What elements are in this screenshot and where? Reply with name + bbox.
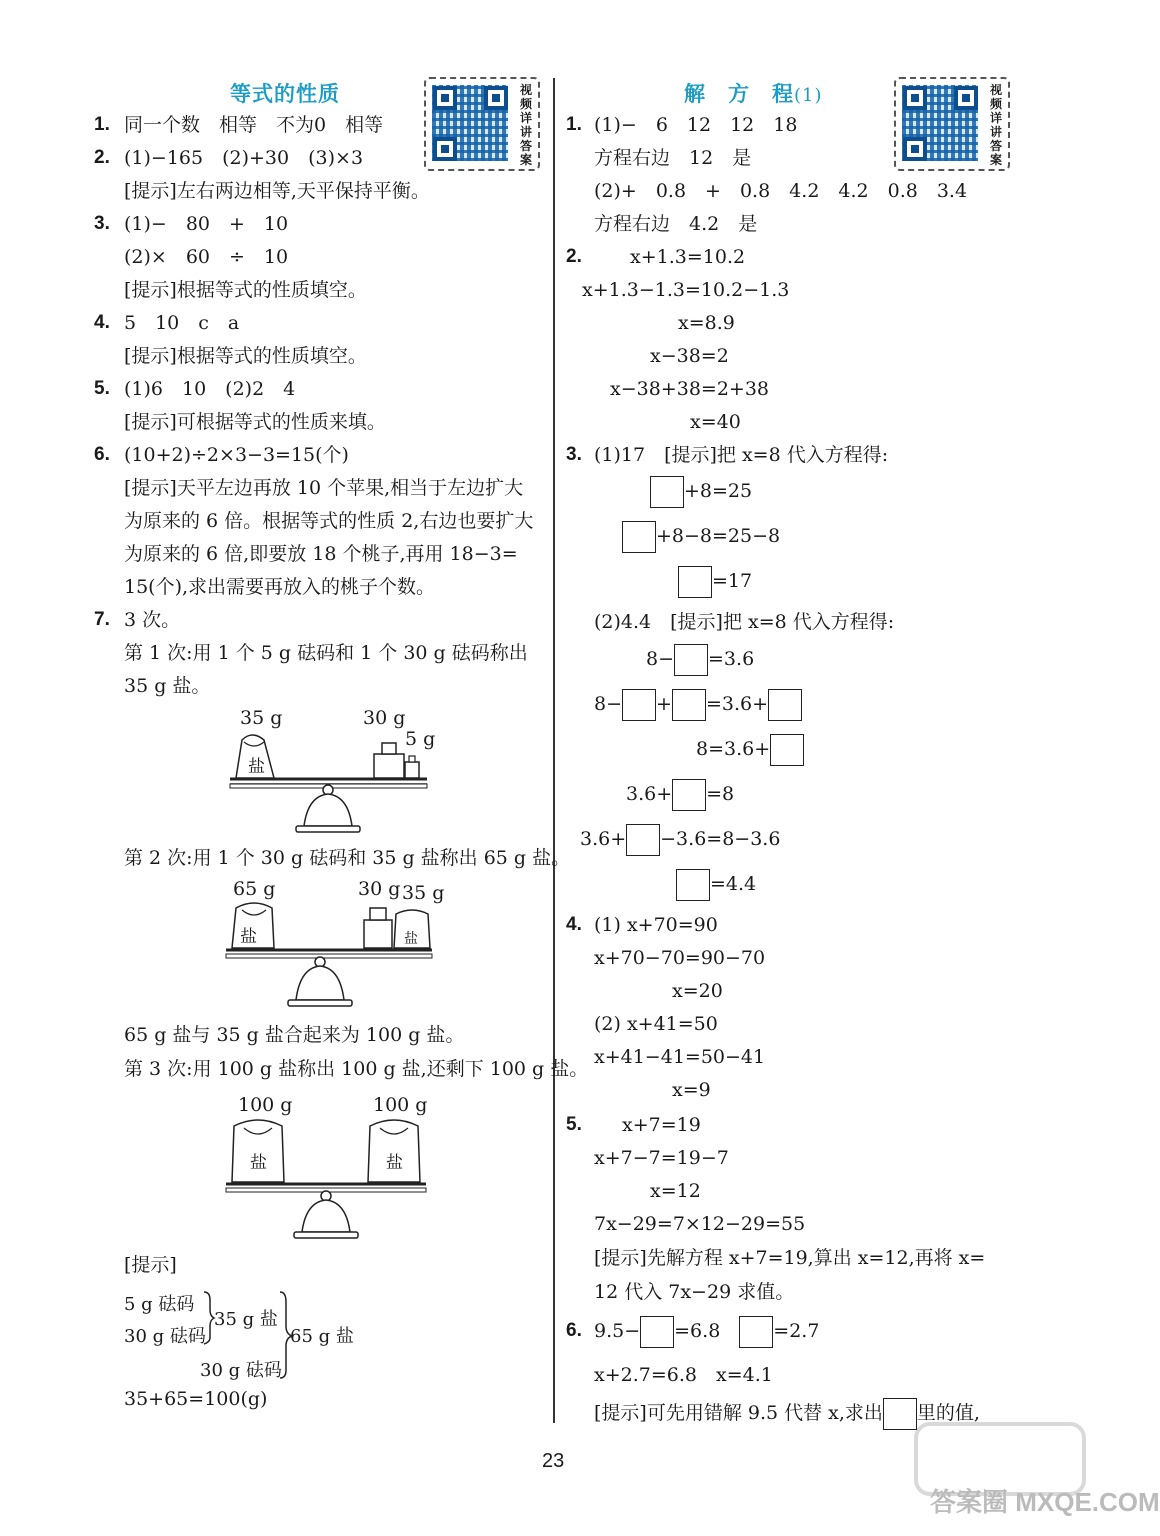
right-section-title [684, 78, 823, 108]
q2-line: x=40 [690, 411, 741, 433]
blank-box[interactable] [672, 779, 706, 811]
q3b-text: + [656, 693, 672, 715]
answer-line: (1)− 80 + 10 [124, 213, 289, 235]
q3b-eq [696, 734, 804, 766]
answer-line: 5 10 c a [124, 312, 240, 334]
q3b-eq [676, 869, 756, 901]
q3b-text: =3.6 [708, 648, 755, 670]
blank-box[interactable] [768, 689, 802, 721]
q5-line: 12 代入 7x−29 求值。 [594, 1281, 795, 1303]
blank-box[interactable] [739, 1316, 773, 1348]
q1-line: 方程右边 4.2 是 [594, 213, 758, 235]
question-number: 5. [94, 378, 110, 399]
scale2-bag-label-small: 盐 [404, 931, 418, 947]
question-number: 4. [566, 914, 582, 935]
scale3-left-label: 100 g [238, 1094, 293, 1116]
qr-finder [433, 86, 457, 110]
q4-line: x=20 [672, 980, 723, 1002]
q2-line: x+1.3−1.3=10.2−1.3 [582, 279, 790, 301]
q4-line: x+41−41=50−41 [594, 1046, 766, 1068]
answer-line: 为原来的 6 倍。根据等式的性质 2,右边也要扩大 [124, 510, 534, 532]
q3a-eq [678, 566, 752, 598]
answer-line: 15(个),求出需要再放入的桃子个数。 [124, 576, 436, 598]
qr-finder [484, 86, 508, 110]
q3b-text: 8=3.6+ [696, 738, 771, 760]
blank-box[interactable] [674, 644, 708, 676]
q5-line: 7x−29=7×12−29=55 [594, 1213, 806, 1235]
answer-line: (1)−165 (2)+30 (3)×3 [124, 147, 364, 169]
answer-line: [提示]可根据等式的性质来填。 [124, 411, 386, 433]
answer-line: 同一个数 相等 不为0 相等 [124, 114, 384, 136]
qr-label: 视频详讲答案 [989, 83, 1002, 167]
q3a-eq [650, 476, 752, 508]
scale3-right-label: 100 g [373, 1094, 428, 1116]
scale1-right-label2: 5 g [405, 728, 436, 750]
q1-line: (1)− 6 12 12 18 [594, 114, 798, 136]
q3b-eq [646, 644, 754, 676]
q3a-eq-text: +8−8=25−8 [656, 525, 781, 547]
answer-line: 第 1 次:用 1 个 5 g 砝码和 1 个 30 g 砝码称出 [124, 642, 528, 664]
right-title-text: 解 方 程 [684, 81, 794, 106]
qr-finder [433, 137, 457, 161]
left-qr-code[interactable] [424, 77, 540, 171]
question-number: 5. [566, 1114, 582, 1135]
blank-box[interactable] [650, 476, 684, 508]
q6-text: =2.7 [773, 1320, 820, 1342]
column-divider [553, 78, 555, 1423]
question-number: 1. [566, 114, 582, 135]
scale1-left-label: 35 g [240, 707, 283, 729]
q3b-text: 8− [646, 648, 675, 670]
q3b-text: 8− [594, 693, 623, 715]
question-number: 2. [94, 147, 110, 168]
q5-line: x+7=19 [622, 1114, 701, 1136]
scale3-bag-left: 盐 [250, 1153, 267, 1173]
qr-label: 视频详讲答案 [519, 83, 532, 167]
question-number: 6. [94, 444, 110, 465]
q6-text: 9.5− [594, 1320, 641, 1342]
q2-line: x=8.9 [678, 312, 735, 334]
answer-line: (1)6 10 (2)2 4 [124, 378, 296, 400]
q4-line: x+70−70=90−70 [594, 947, 766, 969]
q1-line: (2)+ 0.8 + 0.8 4.2 4.2 0.8 3.4 [594, 180, 968, 202]
q3a-eq-text: =17 [712, 570, 753, 592]
answer-line: 35 g 盐。 [124, 675, 211, 697]
answer-line: (10+2)÷2×3−3=15(个) [124, 444, 349, 466]
balance-scale-3 [222, 1112, 434, 1244]
q4-line: x=9 [672, 1079, 711, 1101]
blank-box[interactable] [622, 521, 656, 553]
answer-line: [提示]根据等式的性质填空。 [124, 345, 367, 367]
balance-scale-2 [220, 896, 450, 1014]
q6-text: [提示]可先用错解 9.5 代替 x,求出 [594, 1402, 883, 1424]
q3b-eq [626, 779, 734, 811]
balance-scale-1 [222, 728, 442, 838]
scale2-right-label: 30 g [358, 878, 401, 900]
question-number: 1. [94, 114, 110, 135]
right-title-suffix: (1) [794, 85, 823, 106]
brace-item-b: 30 g 砝码 [124, 1326, 206, 1347]
step2b-text: 65 g 盐与 35 g 盐合起来为 100 g 盐。 [124, 1024, 465, 1046]
answer-line: (2)× 60 ÷ 10 [124, 246, 289, 268]
q3b-text: −3.6=8−3.6 [660, 828, 781, 850]
q3a-eq [622, 521, 780, 553]
brace-item-e: 30 g 砝码 [200, 1360, 282, 1381]
q1-line: 方程右边 12 是 [594, 147, 752, 169]
brace-result-c: 35 g 盐 [214, 1309, 278, 1330]
right-qr-code[interactable] [894, 77, 1010, 171]
scale1-right-label: 30 g [363, 707, 406, 729]
question-number: 4. [94, 312, 110, 333]
q3b-text: =8 [706, 783, 735, 805]
blank-box[interactable] [626, 824, 660, 856]
q3b-text: =4.4 [710, 873, 757, 895]
blank-box[interactable] [770, 734, 804, 766]
answer-line: 3 次。 [124, 609, 181, 631]
qr-finder [903, 137, 927, 161]
hint-label: [提示] [124, 1254, 177, 1276]
brace-lines [200, 1290, 296, 1386]
answer-line: 为原来的 6 倍,即要放 18 个桃子,再用 18−3= [124, 543, 518, 565]
watermark-text: 答案圈 MXQE.COM [930, 1487, 1160, 1517]
brace-item-a: 5 g 砝码 [124, 1294, 195, 1315]
q2-line: x−38+38=2+38 [610, 378, 770, 400]
q6-line: x+2.7=6.8 x=4.1 [594, 1364, 773, 1386]
blank-box[interactable] [672, 689, 706, 721]
qr-finder [903, 86, 927, 110]
scale2-bag-label: 盐 [240, 927, 257, 947]
left-section-title: 等式的性质 [230, 81, 340, 106]
question-number: 3. [94, 213, 110, 234]
question-number: 6. [566, 1320, 582, 1341]
q6-text: =6.8 [674, 1320, 721, 1342]
qr-finder [954, 86, 978, 110]
q3b-text: 3.6+ [626, 783, 673, 805]
brace-result-d: 65 g 盐 [290, 1326, 354, 1347]
question-number: 7. [94, 609, 110, 630]
step3-text: 第 3 次:用 100 g 盐称出 100 g 盐,还剩下 100 g 盐。 [124, 1058, 589, 1080]
q3b-line: (2)4.4 [提示]把 x=8 代入方程得: [594, 611, 895, 633]
q5-line: x+7−7=19−7 [594, 1147, 729, 1169]
q2-line: x−38=2 [650, 345, 729, 367]
blank-box[interactable] [678, 566, 712, 598]
scale3-bag-right: 盐 [386, 1153, 403, 1173]
q4-line: (1) x+70=90 [594, 914, 718, 936]
q3a-eq-text: +8=25 [684, 480, 753, 502]
step2-text: 第 2 次:用 1 个 30 g 砝码和 35 g 盐称出 65 g 盐。 [124, 847, 571, 869]
q3b-eq [580, 824, 780, 856]
q3b-text: 3.6+ [580, 828, 627, 850]
q3a-line: (1)17 [提示]把 x=8 代入方程得: [594, 444, 889, 466]
scale1-bag-label: 盐 [248, 757, 265, 777]
q2-line: x+1.3=10.2 [630, 246, 746, 268]
answer-line: [提示]左右两边相等,天平保持平衡。 [124, 180, 430, 202]
q6-text: 里的值, [916, 1402, 980, 1424]
q4-line: (2) x+41=50 [594, 1013, 718, 1035]
q3b-text: =3.6+ [705, 693, 768, 715]
q3b-eq [594, 689, 802, 721]
question-number: 2. [566, 246, 582, 267]
answer-line: [提示]根据等式的性质填空。 [124, 279, 367, 301]
scale2-right-label2: 35 g [402, 882, 445, 904]
blank-box[interactable] [640, 1316, 674, 1348]
q5-line: [提示]先解方程 x+7=19,算出 x=12,再将 x= [594, 1247, 986, 1269]
blank-box[interactable] [622, 689, 656, 721]
answer-line: [提示]天平左边再放 10 个苹果,相当于左边扩大 [124, 477, 524, 499]
scale2-left-label: 65 g [233, 878, 276, 900]
page-number: 23 [542, 1450, 565, 1472]
blank-box[interactable] [676, 869, 710, 901]
q5-line: x=12 [650, 1180, 701, 1202]
final-equation: 35+65=100(g) [124, 1388, 268, 1410]
q6-eq [594, 1316, 819, 1348]
question-number: 3. [566, 444, 582, 465]
